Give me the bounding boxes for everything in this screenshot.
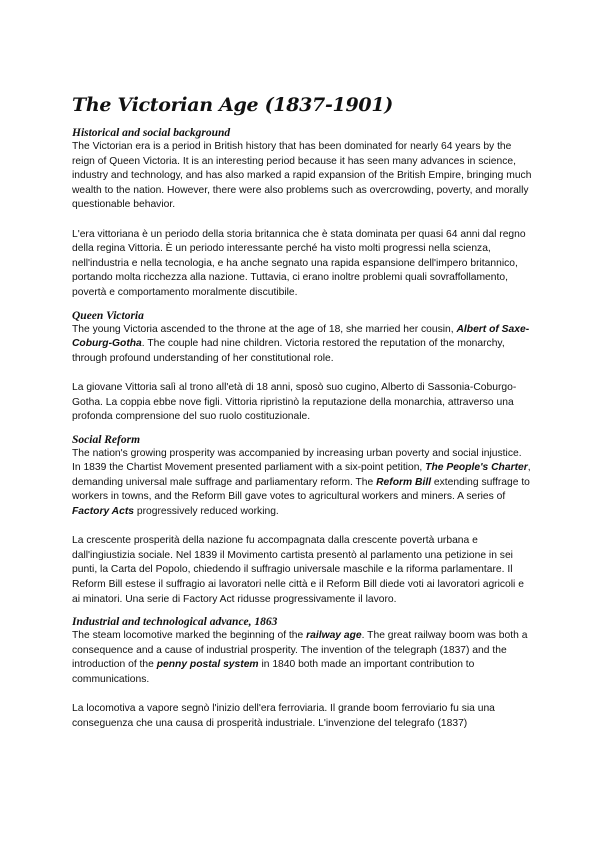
section-heading: Historical and social background bbox=[72, 127, 231, 139]
emphasized-term: Reform Bill bbox=[376, 476, 432, 488]
paragraph-spacer bbox=[72, 688, 532, 703]
text-run: L'era vittoriana è un periodo della storia britannica che è stata dominata per quasi 64 anni dal regno della regina Vittoria. È un periodo interessante perché ha visto molti progressi nella scienza, nell'industria e nella tecnologia, e ha anche segnato una rapida espansione dell'impero britannico, portando molta ricchezza alla nazione. Tuttavia, ci erano inoltre problemi quali sovraffollamento, povertà e comportamento moralmente discutibile. bbox=[72, 228, 526, 298]
text-run: . The couple had nine children. Victoria restored the reputation of the monarchy, through profound understanding of her constitutional role. bbox=[72, 338, 505, 364]
text-run: The Victorian era is a period in British history that has been dominated for nearly 64 years by the reign of Queen Victoria. It is an interesting period because it has seen many advances in science, industry and technology, and has also marked a rapid expansion of the British Empire, bringing much wealth to the nation. However, there were also problems such as overcrowding, poverty, and morally questionable behavior. bbox=[72, 141, 532, 211]
emphasized-term: Factory Acts bbox=[72, 506, 134, 518]
paragraph-en bbox=[72, 323, 532, 367]
text-run: progressively reduced working. bbox=[134, 506, 279, 518]
document-page bbox=[72, 92, 532, 731]
text-run: La crescente prosperità della nazione fu accompagnata dalla crescente povertà urbana e dall'ingiustizia sociale. Nel 1839 il Movimento cartista presentò al parlamento una petizione in sei punti, la Carta del Popolo, chiedendo il suffragio universale maschile e la riforma parlamentare. Il Reform Bill estese il suffragio ai lavoratori nelle città e il Reform Bill diede voti ai lavoratori agricoli e ai minatori. Una serie di Factory Act ridusse progressivamente il lavoro. bbox=[72, 535, 524, 605]
paragraph-spacer bbox=[72, 520, 532, 535]
text-run: extending suffrage to workers in towns, and the Reform Bill gave votes to agricultural workers and miners. A series of bbox=[72, 476, 530, 503]
text-run: La giovane Vittoria salì al trono all'età di 18 anni, sposò suo cugino, Alberto di Sassonia-Coburgo-Gotha. La coppia ebbe nove figli. Vittoria ripristinò la reputazione della monarchia, attraverso una profonda comprensione del suo ruolo costituzionale. bbox=[72, 381, 517, 423]
text-run: The nation's growing prosperity was accompanied by increasing urban poverty and social injustice. In 1839 the Chartist Movement presented parliament with a six-point petition, bbox=[72, 447, 522, 474]
paragraph-it bbox=[72, 702, 532, 731]
paragraph-spacer bbox=[72, 366, 532, 381]
text-run: in 1840 both made an important contribution to communications. bbox=[72, 659, 475, 685]
emphasized-term: penny postal system bbox=[156, 659, 259, 671]
document-body bbox=[72, 126, 532, 731]
paragraph-spacer bbox=[72, 213, 532, 228]
section-spacer bbox=[72, 425, 532, 433]
paragraph-en bbox=[72, 629, 532, 687]
section-spacer bbox=[72, 607, 532, 615]
text-run: . The great railway boom was both a consequence and a cause of industrial prosperity. The invention of the telegraph (1837) and the introduction of the bbox=[72, 630, 528, 671]
paragraph-it bbox=[72, 228, 532, 301]
emphasized-term: The People's Charter bbox=[425, 462, 528, 474]
text-run: La locomotiva a vapore segnò l'inizio dell'era ferroviaria. Il grande boom ferroviario fu sia una conseguenza che una causa di prosperità industriale. L'invenzione del telegrafo (1837) bbox=[72, 703, 495, 729]
emphasized-term: Albert of Saxe-Coburg-Gotha bbox=[72, 323, 530, 350]
paragraph-en bbox=[72, 140, 532, 213]
emphasized-term: railway age bbox=[306, 630, 362, 642]
text-run: The steam locomotive marked the beginning of the bbox=[72, 630, 307, 642]
paragraph-it bbox=[72, 381, 532, 425]
section-spacer bbox=[72, 301, 532, 309]
paragraph-it bbox=[72, 534, 532, 607]
text-run: , demanding universal male suffrage and parliamentary reform. The bbox=[72, 462, 531, 488]
text-run: The young Victoria ascended to the throne at the age of 18, she married her cousin, bbox=[72, 323, 457, 335]
document-title: The Victorian Age (1837-1901) bbox=[72, 94, 393, 116]
section-heading: Industrial and technological advance, 1863 bbox=[72, 616, 278, 629]
paragraph-en bbox=[72, 447, 532, 520]
section-heading: Social Reform bbox=[72, 433, 141, 446]
section-heading: Queen Victoria bbox=[72, 309, 144, 322]
